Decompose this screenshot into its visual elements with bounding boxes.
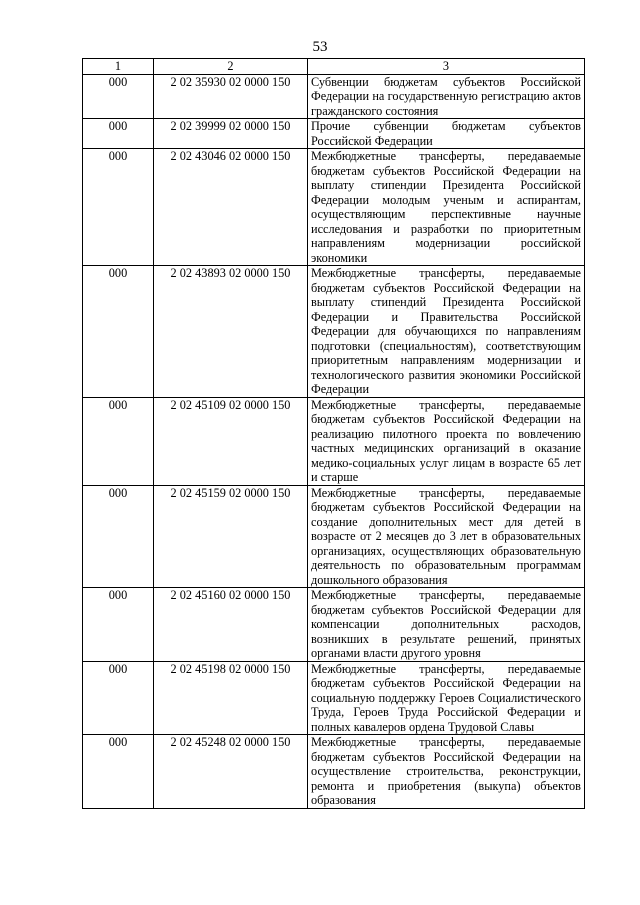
description-cell: Межбюджетные трансферты, передаваемые бюджетам субъектов Российской Федерации на создание дополнительных мест для детей в возрасте от 2 месяцев до 3 лет в образовательных организациях, осуществляющих образовательную деятельность по образовательным программам дошкольного образования (308, 485, 585, 588)
table-row (83, 119, 585, 149)
table-row (83, 149, 585, 266)
admin-code-cell: 000 (83, 119, 154, 149)
description-cell: Межбюджетные трансферты, передаваемые бюджетам субъектов Российской Федерации на осуществление строительства, реконструкции, ремонта и приобретения (выкупа) объектов образования (308, 735, 585, 809)
budget-code-cell: 2 02 45198 02 0000 150 (154, 661, 308, 735)
budget-code-cell: 2 02 45160 02 0000 150 (154, 588, 308, 662)
admin-code-cell: 000 (83, 588, 154, 662)
page-number: 53 (312, 39, 328, 55)
admin-code-cell: 000 (83, 397, 154, 485)
budget-code-cell: 2 02 45248 02 0000 150 (154, 735, 308, 809)
table-row (83, 74, 585, 119)
table-row (83, 661, 585, 735)
table-row (83, 397, 585, 485)
description-cell: Межбюджетные трансферты, передаваемые бюджетам субъектов Российской Федерации на социальную поддержку Героев Социалистического Труда, Героев Труда Российской Федерации и полных кавалеров ордена Трудовой Славы (308, 661, 585, 735)
column-header-3: 3 (308, 59, 585, 75)
budget-classification-table (82, 58, 585, 809)
table-row (83, 588, 585, 662)
description-cell: Прочие субвенции бюджетам субъектов Российской Федерации (308, 119, 585, 149)
description-cell: Субвенции бюджетам субъектов Российской Федерации на государственную регистрацию актов гражданского состояния (308, 74, 585, 119)
description-cell: Межбюджетные трансферты, передаваемые бюджетам субъектов Российской Федерации на реализацию пилотного проекта по вовлечению частных медицинских организаций в оказание медико-социальных услуг лицам в возрасте 65 лет и старше (308, 397, 585, 485)
admin-code-cell: 000 (83, 485, 154, 588)
table-header-row (83, 59, 585, 75)
table-row (83, 735, 585, 809)
admin-code-cell: 000 (83, 74, 154, 119)
admin-code-cell: 000 (83, 661, 154, 735)
column-header-2: 2 (154, 59, 308, 75)
budget-code-cell: 2 02 43893 02 0000 150 (154, 266, 308, 398)
table-row (83, 485, 585, 588)
admin-code-cell: 000 (83, 149, 154, 266)
description-cell: Межбюджетные трансферты, передаваемые бюджетам субъектов Российской Федерации для компенсации дополнительных расходов, возникших в результате решений, принятых органами власти другого уровня (308, 588, 585, 662)
admin-code-cell: 000 (83, 266, 154, 398)
table-row (83, 266, 585, 398)
admin-code-cell: 000 (83, 735, 154, 809)
budget-code-cell: 2 02 45159 02 0000 150 (154, 485, 308, 588)
budget-code-cell: 2 02 43046 02 0000 150 (154, 149, 308, 266)
budget-code-cell: 2 02 45109 02 0000 150 (154, 397, 308, 485)
budget-code-cell: 2 02 39999 02 0000 150 (154, 119, 308, 149)
description-cell: Межбюджетные трансферты, передаваемые бюджетам субъектов Российской Федерации на выплату стипендии Президента Российской Федерации молодым ученым и аспирантам, осуществляющим перспективные научные исследования и разработки по приоритетным направлениям модернизации российской экономики (308, 149, 585, 266)
column-header-1: 1 (83, 59, 154, 75)
description-cell: Межбюджетные трансферты, передаваемые бюджетам субъектов Российской Федерации на выплату стипендий Президента Российской Федерации и Правительства Российской Федерации для обучающихся по направлениям подготовки (специальностям), соответствующим приоритетным направлениям модернизации и технологического развития экономики Российской Федерации (308, 266, 585, 398)
budget-code-cell: 2 02 35930 02 0000 150 (154, 74, 308, 119)
